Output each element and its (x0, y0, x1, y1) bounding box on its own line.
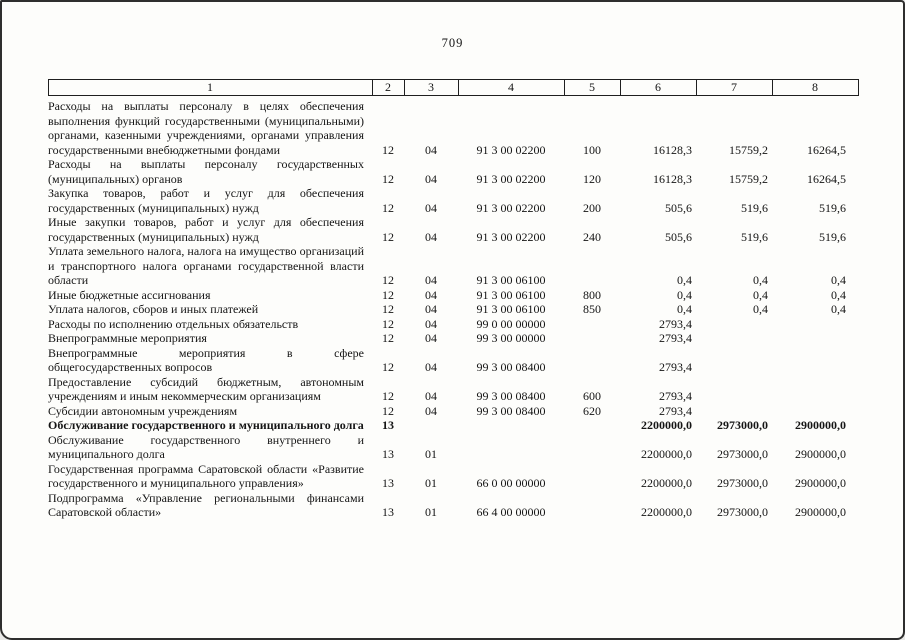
cell-razdel: 13 (382, 447, 394, 461)
cell-amount-year2: 519,6 (741, 229, 768, 244)
cell-razdel: 13 (382, 418, 394, 432)
page-content (48, 2, 858, 520)
cell-name: Предоставление субсидий бюджетным, автономным учреждениям и иным некоммерческим организациям (48, 374, 364, 403)
cell-name: Закупка товаров, работ и услуг для обеспечения государственных (муниципальных) нужд (48, 186, 364, 215)
table-row (48, 302, 858, 317)
header-col-1: 1 (48, 80, 372, 96)
cell-amount-year3: 16264,5 (807, 171, 846, 186)
cell-amount-year1: 2200000,0 (641, 476, 692, 490)
cell-amount-year3: 16264,5 (807, 142, 846, 157)
cell-amount-year2: 0,4 (753, 302, 768, 316)
cell-name: Государственная программа Саратовской области «Развитие государственного и муниципального управления» (48, 461, 364, 490)
table-body (48, 96, 858, 520)
cell-razdel: 12 (382, 403, 394, 418)
cell-amount-year1: 2200000,0 (641, 447, 692, 461)
cell-razdel: 12 (382, 360, 394, 374)
cell-amount-year3: 519,6 (819, 200, 846, 215)
cell-podrazdel: 04 (425, 200, 437, 215)
cell-amount-year2 (696, 346, 772, 375)
cell-name: Внепрограммные мероприятия в сфере общегосударственных вопросов (48, 345, 364, 374)
cell-name: Иные бюджетные ассигнования (48, 287, 211, 302)
cell-razdel: 12 (382, 287, 394, 302)
cell-razdel: 12 (382, 316, 394, 331)
table-row (48, 317, 858, 332)
cell-podrazdel: 04 (425, 360, 437, 374)
cell-name: Иные закупки товаров, работ и услуг для обеспечения государственных (муниципальных) нужд (48, 215, 364, 244)
cell-target-code: 91 3 00 06100 (476, 302, 546, 316)
cell-amount-year2: 2973000,0 (717, 447, 768, 461)
cell-razdel: 13 (382, 505, 394, 519)
table-row (48, 433, 858, 462)
cell-name: Уплата налогов, сборов и иных платежей (48, 302, 259, 316)
cell-amount-year3 (772, 317, 858, 332)
cell-target-code (458, 433, 564, 462)
cell-amount-year3: 0,4 (831, 273, 846, 287)
cell-podrazdel: 01 (425, 476, 437, 490)
table-row (48, 288, 858, 303)
cell-amount-year3 (772, 331, 858, 346)
cell-target-code: 66 4 00 00000 (476, 505, 546, 519)
cell-razdel: 12 (382, 200, 394, 215)
cell-amount-year3 (772, 404, 858, 419)
cell-amount-year1: 2200000,0 (641, 418, 692, 432)
cell-amount-year1: 0,4 (677, 287, 692, 302)
cell-amount-year1: 505,6 (665, 229, 692, 244)
header-col-5: 5 (564, 80, 620, 96)
cell-expense-type: 850 (583, 302, 601, 316)
cell-target-code (458, 418, 564, 433)
cell-target-code: 91 3 00 02200 (476, 142, 546, 157)
cell-amount-year3: 2900000,0 (795, 447, 846, 461)
cell-expense-type: 240 (583, 229, 601, 244)
table-row (48, 404, 858, 419)
cell-target-code: 99 3 00 00000 (476, 331, 546, 345)
cell-name: Обслуживание государственного и муниципального долга (48, 418, 364, 432)
cell-razdel: 12 (382, 331, 394, 345)
cell-amount-year1: 2793,4 (659, 403, 692, 418)
cell-amount-year2: 2973000,0 (717, 418, 768, 432)
cell-podrazdel: 04 (425, 403, 437, 418)
cell-razdel: 12 (382, 229, 394, 244)
cell-amount-year1: 16128,3 (653, 171, 692, 186)
cell-amount-year1: 2200000,0 (641, 505, 692, 519)
header-col-6: 6 (620, 80, 696, 96)
cell-amount-year3: 0,4 (831, 302, 846, 316)
cell-name: Субсидии автономным учреждениям (48, 403, 238, 418)
cell-razdel: 12 (382, 142, 394, 157)
cell-amount-year2 (696, 317, 772, 332)
table-row (48, 186, 858, 215)
cell-expense-type: 100 (583, 142, 601, 157)
page-number: 709 (441, 36, 464, 50)
cell-target-code: 91 3 00 06100 (476, 273, 546, 287)
cell-target-code: 91 3 00 02200 (476, 171, 546, 186)
cell-target-code: 99 3 00 08400 (476, 403, 546, 418)
cell-podrazdel: 04 (425, 316, 437, 331)
table-row (48, 96, 858, 158)
cell-target-code: 91 3 00 06100 (476, 287, 546, 302)
cell-expense-type: 120 (583, 171, 601, 186)
cell-razdel: 12 (382, 389, 394, 403)
cell-podrazdel: 04 (425, 287, 437, 302)
cell-amount-year1: 2793,4 (659, 331, 692, 345)
table-header (48, 80, 858, 96)
cell-amount-year2: 15759,2 (729, 171, 768, 186)
table-row (48, 331, 858, 346)
cell-podrazdel: 04 (425, 389, 437, 403)
cell-expense-type (564, 346, 620, 375)
cell-amount-year2: 2973000,0 (717, 505, 768, 519)
cell-amount-year3 (772, 375, 858, 404)
table-row (48, 375, 858, 404)
header-col-8: 8 (772, 80, 858, 96)
cell-target-code: 66 0 00 00000 (476, 476, 546, 490)
cell-amount-year1: 0,4 (677, 302, 692, 316)
cell-expense-type: 800 (583, 287, 601, 302)
cell-amount-year2: 0,4 (753, 287, 768, 302)
header-col-2: 2 (372, 80, 404, 96)
cell-amount-year3: 519,6 (819, 229, 846, 244)
cell-target-code: 99 3 00 08400 (476, 389, 546, 403)
cell-amount-year1: 2793,4 (659, 389, 692, 403)
cell-razdel: 12 (382, 302, 394, 316)
cell-expense-type: 200 (583, 200, 601, 215)
cell-target-code: 91 3 00 02200 (476, 200, 546, 215)
cell-expense-type (564, 491, 620, 520)
cell-amount-year3: 2900000,0 (795, 505, 846, 519)
cell-podrazdel: 01 (425, 505, 437, 519)
cell-amount-year2 (696, 331, 772, 346)
cell-podrazdel: 04 (425, 171, 437, 186)
cell-amount-year3: 0,4 (831, 287, 846, 302)
cell-expense-type (564, 462, 620, 491)
cell-amount-year3: 2900000,0 (795, 476, 846, 490)
cell-name: Расходы по исполнению отдельных обязательств (48, 316, 299, 331)
cell-razdel: 13 (382, 476, 394, 490)
cell-razdel: 12 (382, 171, 394, 186)
cell-name: Расходы на выплаты персоналу государственных (муниципальных) органов (48, 157, 364, 186)
cell-amount-year1: 0,4 (677, 273, 692, 287)
table-header-row (48, 80, 858, 96)
header-col-3: 3 (404, 80, 458, 96)
cell-podrazdel: 01 (425, 447, 437, 461)
cell-podrazdel: 04 (425, 331, 437, 345)
cell-expense-type (564, 244, 620, 288)
cell-amount-year1: 2793,4 (659, 360, 692, 374)
cell-amount-year3 (772, 346, 858, 375)
cell-expense-type (564, 433, 620, 462)
cell-name: Внепрограммные мероприятия (48, 331, 207, 345)
header-col-4: 4 (458, 80, 564, 96)
cell-expense-type: 620 (583, 403, 601, 418)
cell-amount-year2 (696, 404, 772, 419)
cell-expense-type: 600 (583, 389, 601, 403)
cell-name: Расходы на выплаты персоналу в целях обеспечения выполнения функций государственными (муниципальными) органами, казенными учреждениями, органами управления государственными внебюджетными фондами (48, 99, 364, 157)
cell-name: Обслуживание государственного внутреннего и муниципального долга (48, 432, 364, 461)
cell-amount-year2: 519,6 (741, 200, 768, 215)
cell-amount-year2: 0,4 (753, 273, 768, 287)
table-row (48, 462, 858, 491)
cell-name: Подпрограмма «Управление региональными финансами Саратовской области» (48, 490, 364, 519)
cell-podrazdel: 04 (425, 229, 437, 244)
cell-amount-year2: 15759,2 (729, 142, 768, 157)
cell-amount-year1: 505,6 (665, 200, 692, 215)
cell-amount-year1: 2793,4 (659, 316, 692, 331)
cell-target-code: 99 3 00 08400 (476, 360, 546, 374)
table-row (48, 215, 858, 244)
table-row (48, 157, 858, 186)
table-row (48, 491, 858, 520)
cell-razdel: 12 (382, 273, 394, 287)
cell-amount-year3: 2900000,0 (795, 418, 846, 432)
cell-name: Уплата земельного налога, налога на имущество организаций и транспортного налога органами государственной власти области (48, 244, 364, 287)
header-col-7: 7 (696, 80, 772, 96)
cell-target-code: 99 0 00 00000 (476, 316, 546, 331)
cell-amount-year2: 2973000,0 (717, 476, 768, 490)
cell-expense-type (564, 317, 620, 332)
cell-amount-year2 (696, 375, 772, 404)
cell-podrazdel: 04 (425, 142, 437, 157)
cell-podrazdel (404, 418, 458, 433)
table-row (48, 418, 858, 433)
cell-amount-year1: 16128,3 (653, 142, 692, 157)
budget-table (48, 79, 859, 520)
table-row (48, 244, 858, 288)
cell-expense-type (564, 418, 620, 433)
cell-expense-type (564, 331, 620, 346)
cell-target-code: 91 3 00 02200 (476, 229, 546, 244)
table-row (48, 346, 858, 375)
cell-podrazdel: 04 (425, 302, 437, 316)
cell-podrazdel: 04 (425, 273, 437, 287)
